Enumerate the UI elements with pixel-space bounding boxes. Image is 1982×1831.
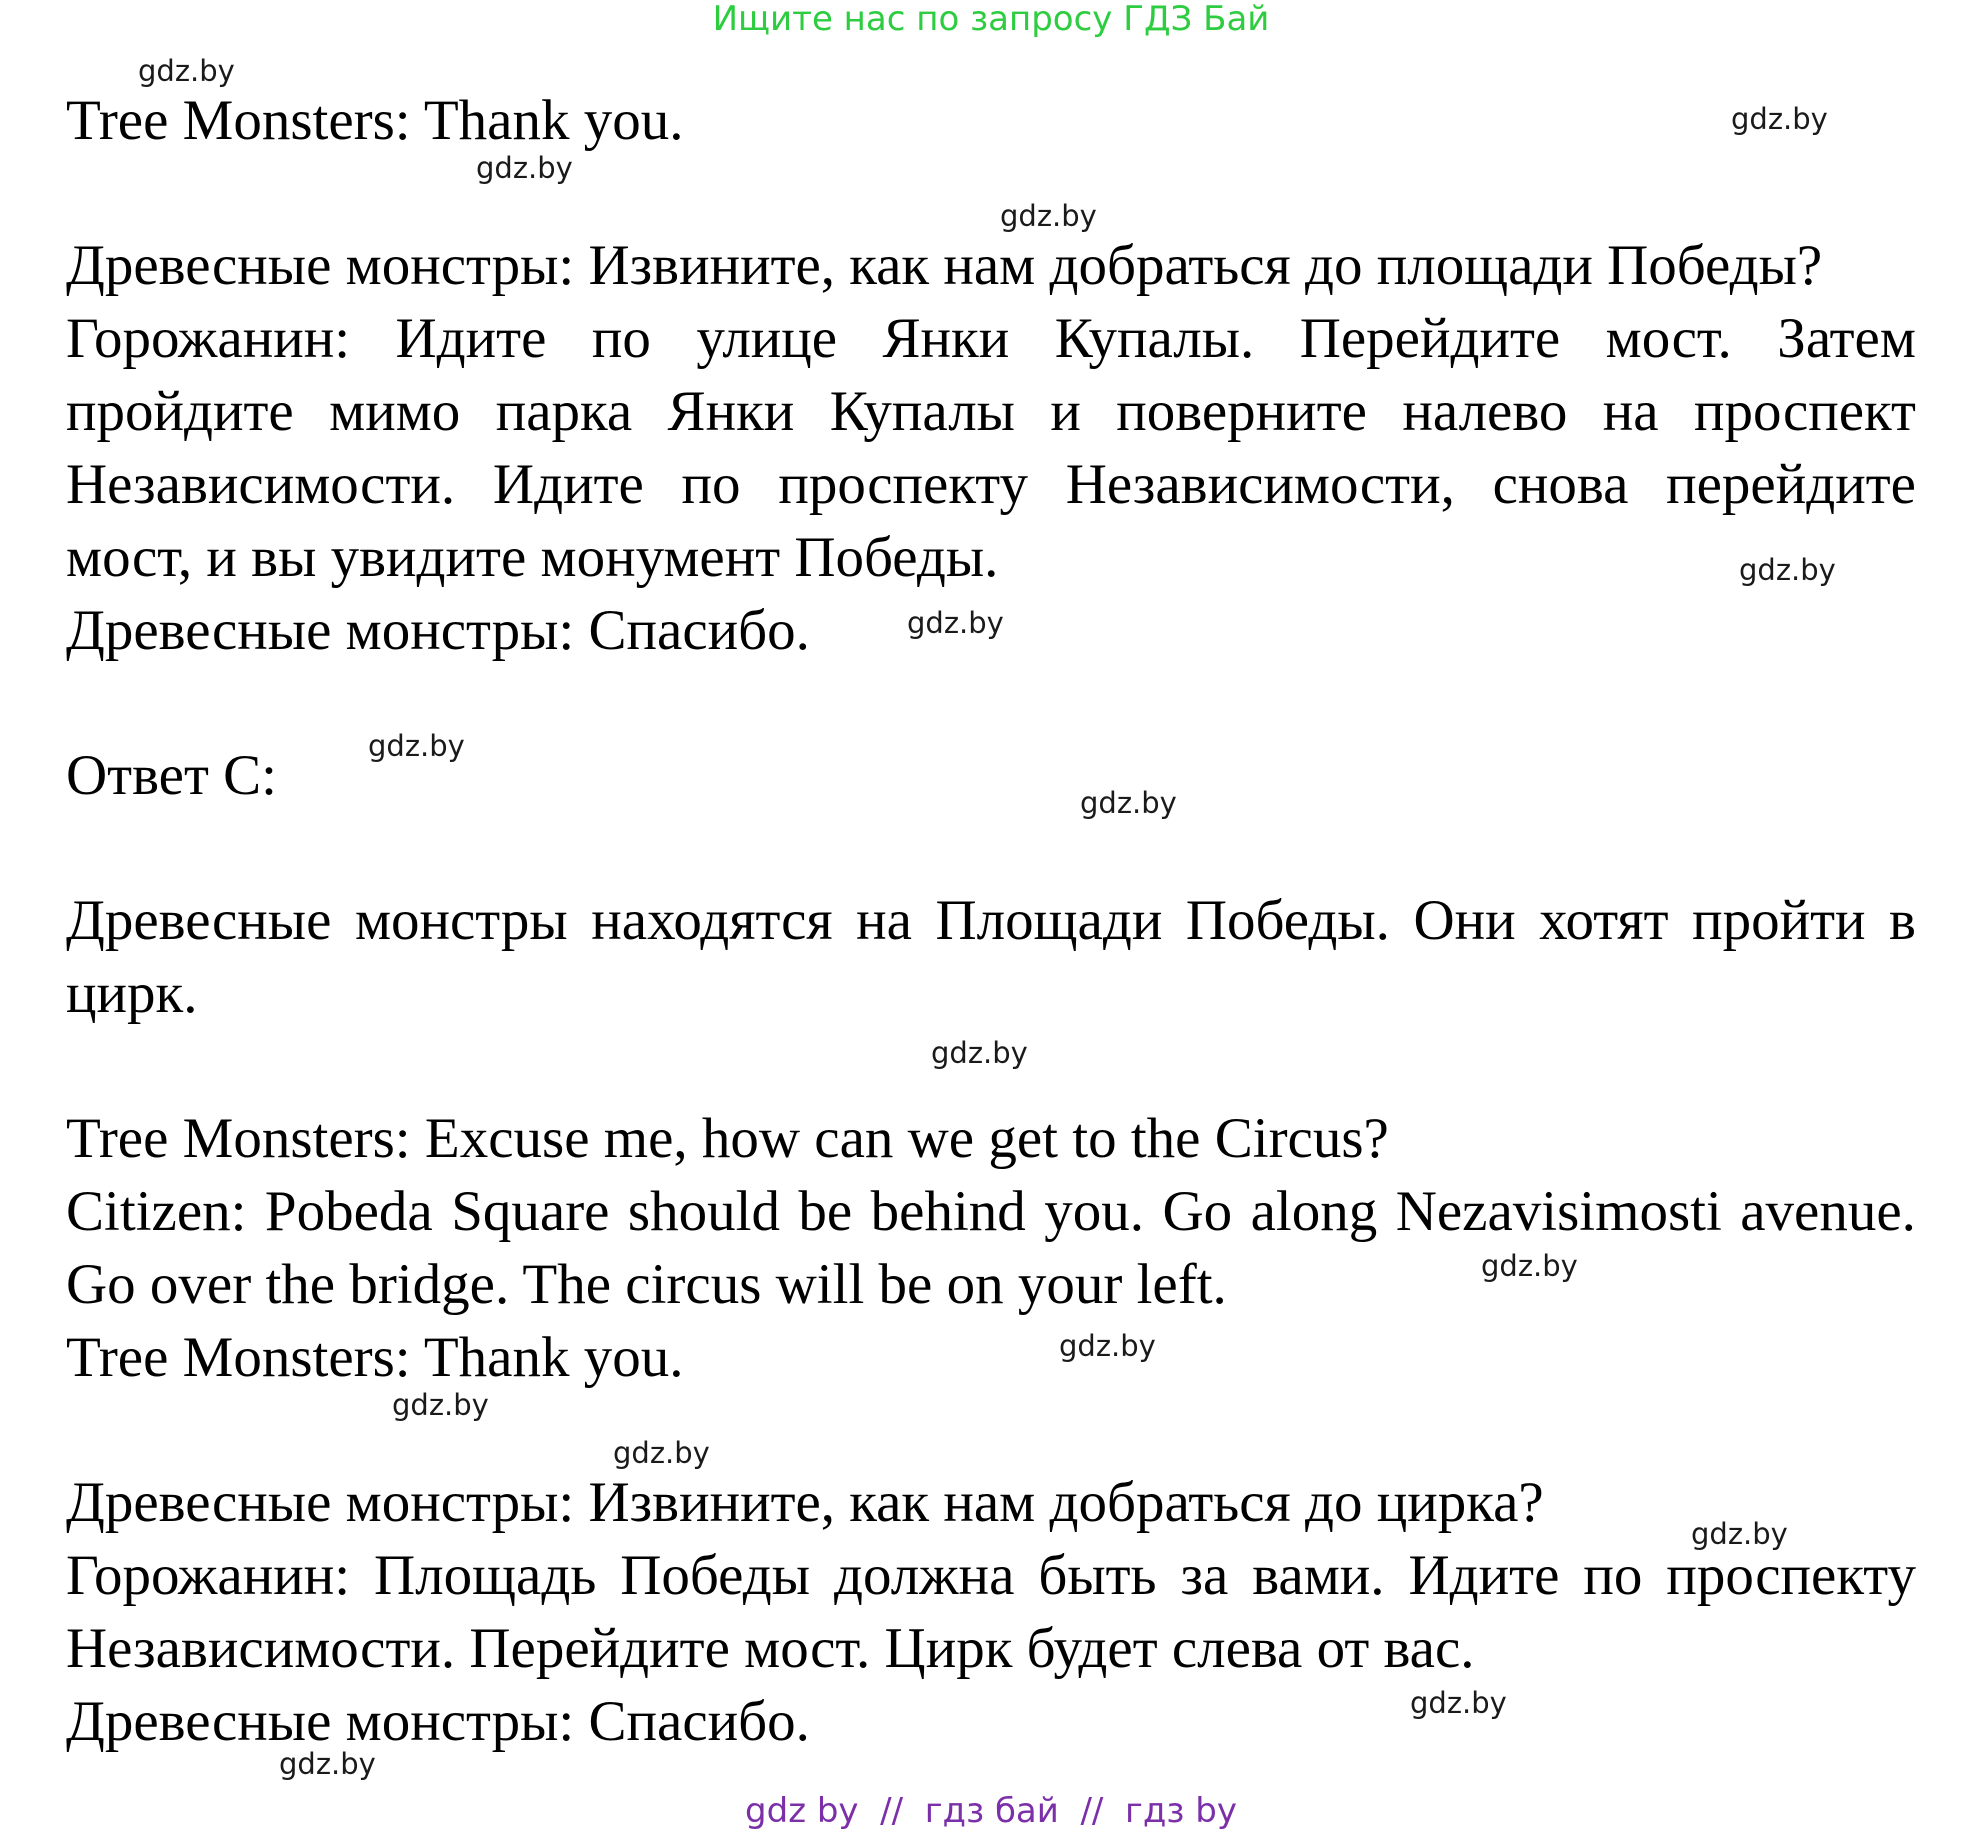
text-word: монстры	[354, 889, 568, 952]
watermark: gdz.by	[1691, 1517, 1788, 1551]
watermark: gdz.by	[907, 606, 1004, 640]
watermark: gdz.by	[1731, 102, 1828, 136]
text-word: Pobeda	[264, 1180, 433, 1243]
text-line	[66, 452, 1916, 518]
text-word: Победы	[620, 1544, 811, 1607]
text-word: налево	[1402, 380, 1568, 443]
text-word: по	[681, 453, 741, 516]
text-word: проспект	[1694, 380, 1916, 443]
text-word: Перейдите	[1299, 307, 1561, 370]
text-word: находятся	[591, 889, 833, 952]
text-word: проспекту	[1666, 1544, 1916, 1607]
text-line: Независимости. Перейдите мост. Цирк будет слева от вас.	[66, 1617, 1475, 1680]
text-word: Идите	[395, 307, 547, 370]
text-line: цирк.	[66, 962, 198, 1025]
text-word: Янки	[667, 380, 795, 443]
footer: gdz by // гдз бай // гдз by	[745, 1791, 1237, 1831]
text-word: мимо	[329, 380, 461, 443]
text-line	[66, 1543, 1916, 1609]
text-word: Победы.	[1185, 889, 1390, 952]
text-word: хотят	[1539, 889, 1669, 952]
text-word: Древесные	[66, 889, 332, 952]
text-line: Tree Monsters: Excuse me, how can we get to the Circus?	[66, 1107, 1389, 1170]
text-word: should	[627, 1180, 780, 1243]
text-word: быть	[1038, 1544, 1157, 1607]
text-word: Идите	[492, 453, 644, 516]
text-word: по	[591, 307, 651, 370]
watermark: gdz.by	[1739, 553, 1836, 587]
text-line: Древесные монстры: Спасибо.	[66, 1690, 810, 1753]
text-word: Янки	[882, 307, 1010, 370]
text-line	[66, 888, 1916, 954]
watermark: gdz.by	[1080, 786, 1177, 820]
text-word: вами.	[1252, 1544, 1385, 1607]
text-word: должна	[833, 1544, 1015, 1607]
text-word: Площадь	[374, 1544, 597, 1607]
watermark: gdz.by	[1481, 1249, 1578, 1283]
text-word: along	[1250, 1180, 1378, 1243]
text-line: Древесные монстры: Извините, как нам добраться до площади Победы?	[66, 234, 1823, 297]
text-word: перейдите	[1666, 453, 1916, 516]
text-word: Независимости,	[1065, 453, 1455, 516]
watermark: gdz.by	[279, 1747, 376, 1781]
text-word: на	[1602, 380, 1659, 443]
text-word: мост.	[1605, 307, 1732, 370]
text-word: Купалы.	[1054, 307, 1255, 370]
text-word: проспекту	[778, 453, 1028, 516]
text-line	[66, 1179, 1916, 1245]
text-word: парка	[495, 380, 633, 443]
text-word: Горожанин:	[66, 307, 351, 370]
answer-heading: Ответ С:	[66, 744, 277, 807]
text-word: Citizen:	[66, 1180, 247, 1243]
watermark: gdz.by	[1000, 199, 1097, 233]
text-line: Go over the bridge. The circus will be on your left.	[66, 1253, 1227, 1316]
watermark: gdz.by	[368, 729, 465, 763]
text-word: поверните	[1116, 380, 1367, 443]
watermark: gdz.by	[1059, 1329, 1156, 1363]
text-word: Купалы	[829, 380, 1015, 443]
text-line	[66, 379, 1916, 445]
text-word: be	[798, 1180, 853, 1243]
watermark: gdz.by	[138, 54, 235, 88]
text-line: Древесные монстры: Извините, как нам добраться до цирка?	[66, 1471, 1544, 1534]
text-line	[66, 306, 1916, 372]
watermark: gdz.by	[931, 1036, 1028, 1070]
text-word: avenue.	[1740, 1180, 1916, 1243]
text-line: Древесные монстры: Спасибо.	[66, 599, 810, 662]
text-word: пройти	[1692, 889, 1866, 952]
text-word: Независимости.	[66, 453, 456, 516]
text-line: мост, и вы увидите монумент Победы.	[66, 526, 999, 589]
text-word: behind	[870, 1180, 1026, 1243]
text-word: Идите	[1408, 1544, 1560, 1607]
text-word: Затем	[1777, 307, 1916, 370]
watermark: gdz.by	[476, 151, 573, 185]
top-banner: Ищите нас по запросу ГДЗ Бай	[712, 0, 1270, 39]
text-word: улице	[696, 307, 838, 370]
text-word: Square	[451, 1180, 610, 1243]
text-word: Горожанин:	[66, 1544, 351, 1607]
watermark: gdz.by	[1410, 1686, 1507, 1720]
text-word: на	[856, 889, 912, 952]
text-word: Площади	[935, 889, 1163, 952]
text-word: и	[1050, 380, 1081, 443]
text-word: снова	[1492, 453, 1629, 516]
text-word: за	[1180, 1544, 1229, 1607]
text-word: пройдите	[66, 380, 294, 443]
text-word: Go	[1162, 1180, 1233, 1243]
watermark: gdz.by	[392, 1388, 489, 1422]
text-line: Tree Monsters: Thank you.	[66, 89, 684, 152]
text-word: по	[1583, 1544, 1643, 1607]
text-word: Они	[1413, 889, 1516, 952]
text-word: you.	[1044, 1180, 1145, 1243]
text-word: Nezavisimosti	[1395, 1180, 1722, 1243]
watermark: gdz.by	[613, 1436, 710, 1470]
text-line: Tree Monsters: Thank you.	[66, 1326, 684, 1389]
text-word: в	[1889, 889, 1916, 952]
